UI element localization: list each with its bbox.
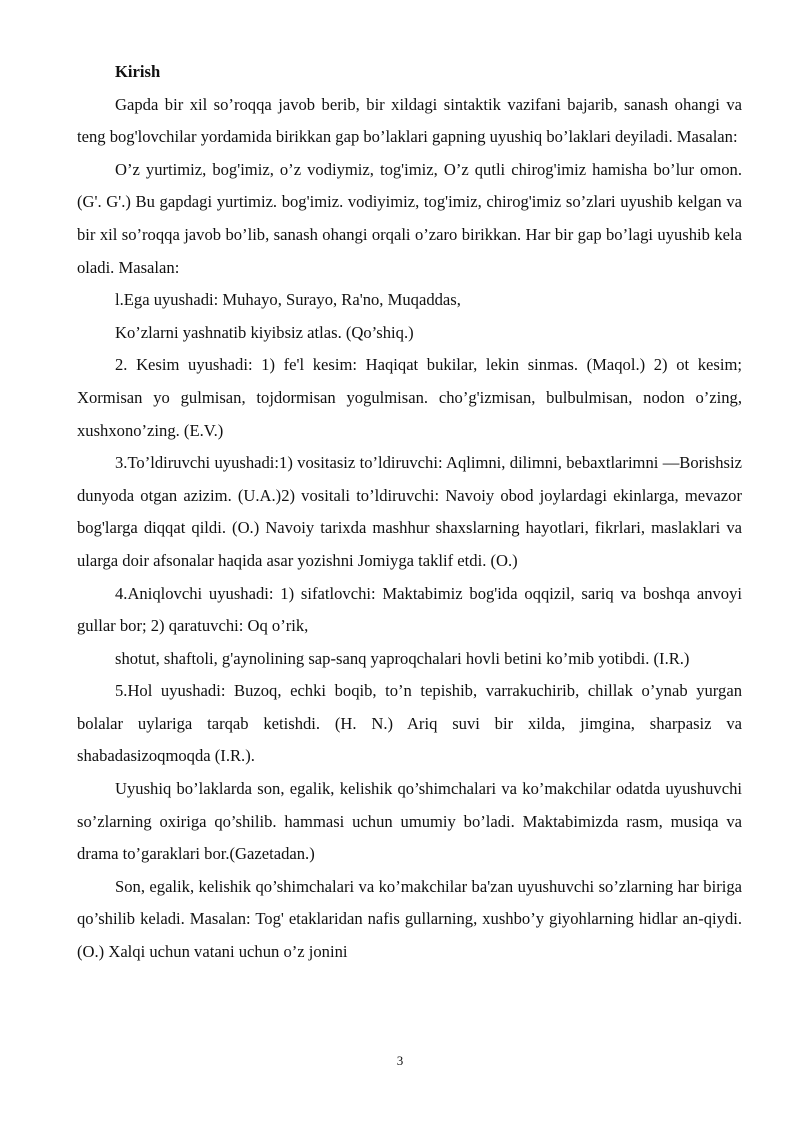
paragraph-1: Gapda bir xil so’roqqa javob berib, bir xildagi sintaktik vazifani bajarib, sanash ohangi va teng bog'lovchilar yordamida birikkan gap bo’laklari gapning uyushiq bo’laklari deyiladi. Masalan:	[77, 94, 742, 147]
paragraph-11: Son, egalik, kelishik qo’shimchalari va ko’makchilar ba'zan uyushuvchi so’zlarning har biriga qo’shilib keladi. Masalan: Tog' etaklaridan nafis gullarning, xushbo’y giyohlarning hidlar an-qiydi. (O.) Xalqi uchun vatani uchun o’z jonini	[77, 876, 742, 962]
document-page	[77, 56, 742, 969]
paragraph-4: Ko’zlarni yashnatib kiyibsiz atlas. (Qo’shiq.)	[115, 322, 414, 342]
paragraph-5: 2. Kesim uyushadi: 1) fe'l kesim: Haqiqat bukilar, lekin sinmas. (Maqol.) 2) ot kesim; Xormisan yo gulmisan, tojdormisan yogulmisan. cho’g'izmisan, bulbulmisan, nodon o’zing, xushxono’zing. (E.V.)	[77, 355, 742, 440]
paragraph-6: 3.To’ldiruvchi uyushadi:1) vositasiz to’ldiruvchi: Aqlimni, dilimni, bebaxtlarimni —Borishsiz dunyoda otgan azizim. (U.A.)2) vositali to’ldiruvchi: Navoiy obod joylardagi ekinlarga, mevazor bog'larga diqqat qildi. (O.) Navoiy tarixda mashhur shaxslarning hayotlari, fikrlari, maslaklari va ularga doir afsonalar haqida asar yozishni Jomiyga taklif etdi. (O.)	[77, 453, 742, 570]
paragraph-2: O’z yurtimiz, bog'imiz, o’z vodiymiz, tog'imiz, O’z qutli chirog'imiz hamisha bo’lur omon. (G'. G'.) Bu gapdagi yurtimiz. bog'imiz. vodiyimiz, tog'imiz, chirog'imiz so’zlari uyushib kelgan va bir xil so’roqqa javob bo’lib, sanash ohangi orqali o’zaro birikkan. Har bir gap bo’lagi uyushib kela oladi. Masalan:	[77, 159, 742, 277]
section-heading: Kirish	[115, 62, 161, 81]
paragraph-9: 5.Hol uyushadi: Buzoq, echki boqib, to’n tepishib, varrakuchirib, chillak o’ynab yurgan bolalar uylariga tarqab ketishdi. (H. N.) Ariq suvi bir xilda, jimgina, sharpasiz va shabadasizoqmoqda (I.R.).	[77, 681, 742, 766]
paragraph-8: shotut, shaftoli, g'aynolining sap-sanq yaproqchalari hovli betini ko’mib yotibdi. (I.R.)	[115, 648, 690, 668]
paragraph-7: 4.Aniqlovchi uyushadi: 1) sifatlovchi: Maktabimiz bog'ida oqqizil, sariq va boshqa anvoyi gullar bor; 2) qaratuvchi: Oq o’rik,	[77, 583, 742, 636]
paragraph-10: Uyushiq bo’laklarda son, egalik, kelishik qo’shimchalari va ko’makchilar odatda uyushuvchi so’zlarning oxiriga qo’shilib. hammasi uchun umumiy bo’ladi. Maktabimizda rasm, musiqa va drama to’garaklari bor.(Gazetadan.)	[77, 779, 742, 864]
page-number: 3	[396, 1053, 404, 1068]
paragraph-3: l.Ega uyushadi: Muhayo, Surayo, Ra'no, Muqaddas,	[115, 290, 461, 310]
